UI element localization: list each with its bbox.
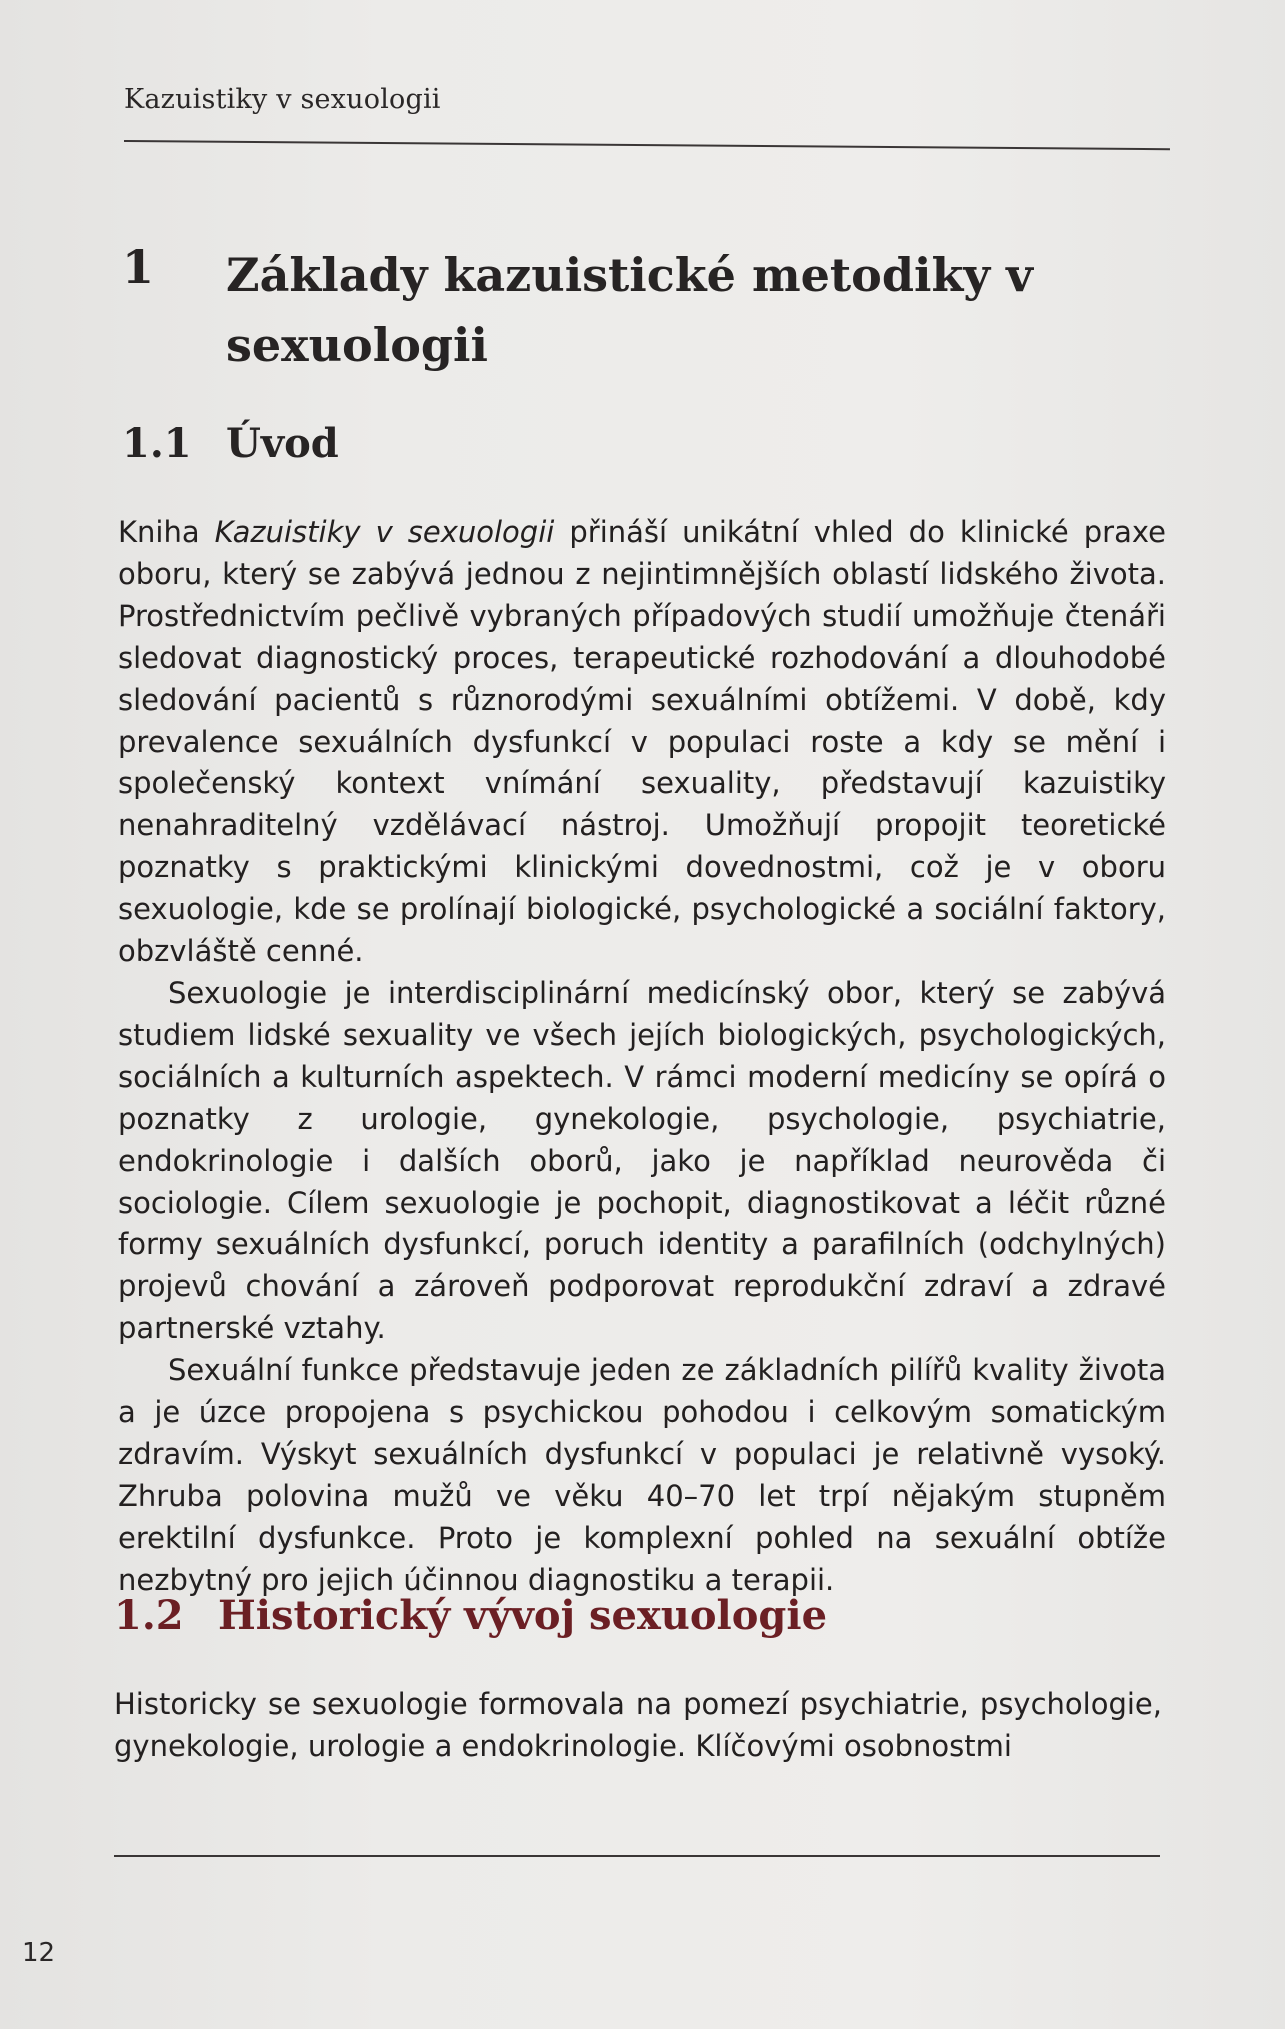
page-number: 12: [22, 1938, 56, 1968]
section-1-paragraph-1: [118, 512, 1166, 973]
section-1-paragraph-3: Sexuální funkce představuje jeden ze základních pilířů kvality života a je úzce propojena s psychickou pohodou i celkovým somatickým zdravím. Výskyt sexuálních dysfunkcí v populaci je relativně vysoký. Zhruba polovina mužů ve věku 40–70 let trpí nějakým stupněm erektilní dysfunkce. Proto je komplexní pohled na sexuální obtíže nezbytný pro jejich účinnou diagnostiku a terapii.: [118, 1353, 1166, 1597]
section-1-paragraph-2: Sexuologie je interdisciplinární medicínský obor, který se zabývá studiem lidské sexuality ve všech jejích biologických, psychologických, sociálních a kulturních aspektech. V rámci moderní medicíny se opírá o poznatky z urologie, gynekologie, psychologie, psychiatrie, endokrinologie i dalších oborů, jako je například neurověda či sociologie. Cílem sexuologie je pochopit, diagnostikovat a léčit různé formy sexuálních dysfunkcí, poruch identity a parafilních (odchylných) projevů chování a zároveň podporovat reprodukční zdraví a zdravé partnerské vztahy.: [118, 975, 1166, 1346]
section-2-number: 1.2: [114, 1592, 184, 1639]
running-head: Kazuistiky v sexuologii: [124, 84, 441, 115]
paragraph-lead: Kniha: [118, 515, 215, 549]
section-2-paragraph-1: Historicky se sexuologie formovala na pomezí psychiatrie, psychologie, gynekologie, urologie a endokrinologie. Klíčovými osobnostmi: [114, 1687, 1162, 1763]
section-2-body: [114, 1684, 1162, 1768]
book-title: Kazuistiky v sexuologii: [214, 515, 555, 549]
paragraph-text: přináší unikátní vhled do klinické praxe oboru, který se zabývá jednou z nejintimnějších oblastí lidského života. Prostřednictvím pečlivě vybraných případových studií umožňuje čtenáři sledovat diagnostický proces, terapeutické rozhodování a dlouhodobé sledování pacientů s různorodými sexuálními obtížemi. V době, kdy prevalence sexuálních dysfunkcí v populaci roste a kdy se mění i společenský kontext vnímání sexuality, představují kazuistiky nenahraditelný vzdělávací nástroj. Umožňují propojit teoretické poznatky s praktickými klinickými dovednostmi, což je v oboru sexuologie, kde se prolínají biologické, psychologické a sociální faktory, obzvláště cenné.: [118, 515, 1166, 969]
chapter-title: Základy kazuistické metodiky v sexuologii: [226, 248, 1033, 372]
section-2-title: Historický vývoj sexuologie: [218, 1592, 828, 1639]
section-1-title: Úvod: [226, 420, 339, 467]
header-rule: [124, 140, 1170, 150]
section-1-number: 1.1: [122, 420, 192, 467]
chapter-number: 1: [122, 240, 155, 294]
footer-rule: [114, 1855, 1160, 1857]
section-1-body: [118, 512, 1166, 1602]
